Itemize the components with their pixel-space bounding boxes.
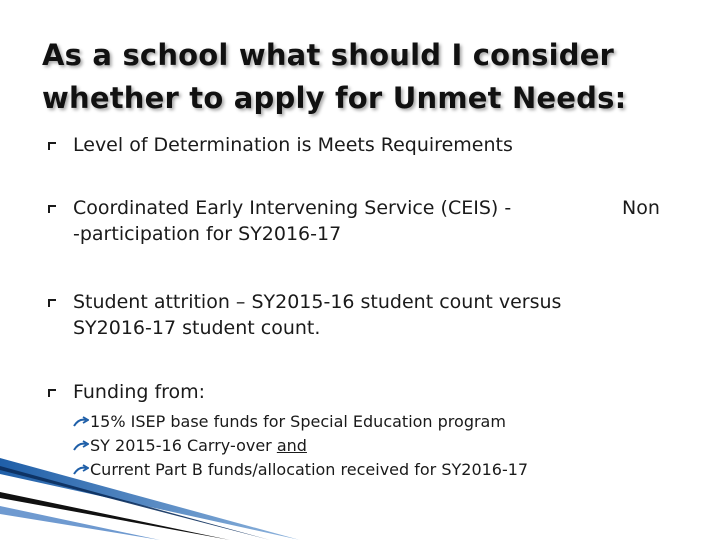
bullet-hook-icon bbox=[47, 387, 58, 398]
bullet-hook-icon bbox=[47, 140, 58, 151]
sub-bullet-text: SY 2015-16 Carry-over bbox=[90, 436, 272, 455]
bullet-text-line-2: SY2016-17 student count. bbox=[73, 317, 321, 339]
decorative-swoosh bbox=[0, 440, 300, 540]
sub-bullet-text: Current Part B funds/allocation received for SY2016-17 bbox=[90, 460, 529, 479]
bullet-text-line-2: -participation for SY2016-17 bbox=[73, 223, 342, 245]
slide-title-line-1: As a school what should I consider bbox=[42, 38, 615, 72]
bullet-hook-icon bbox=[47, 203, 58, 214]
bullet-text: Level of Determination is Meets Requirements bbox=[73, 134, 513, 156]
slide-title-line-2: whether to apply for Unmet Needs: bbox=[42, 81, 627, 115]
sub-bullet-text: 15% ISEP base funds for Special Education program bbox=[90, 412, 506, 431]
bullet-text-line-1: Coordinated Early Intervening Service (CEIS) - bbox=[73, 197, 512, 219]
bullet-hook-icon bbox=[47, 297, 58, 308]
sub-bullet-underlined-word: and bbox=[276, 436, 307, 455]
bullet-text-line-1-right: Non bbox=[622, 197, 660, 219]
bullet-text-line-1: Student attrition – SY2015-16 student count versus bbox=[73, 291, 562, 313]
bullet-text: Funding from: bbox=[73, 381, 206, 403]
sub-bullet-item bbox=[73, 411, 506, 433]
bullet-arrow-icon bbox=[73, 416, 89, 428]
